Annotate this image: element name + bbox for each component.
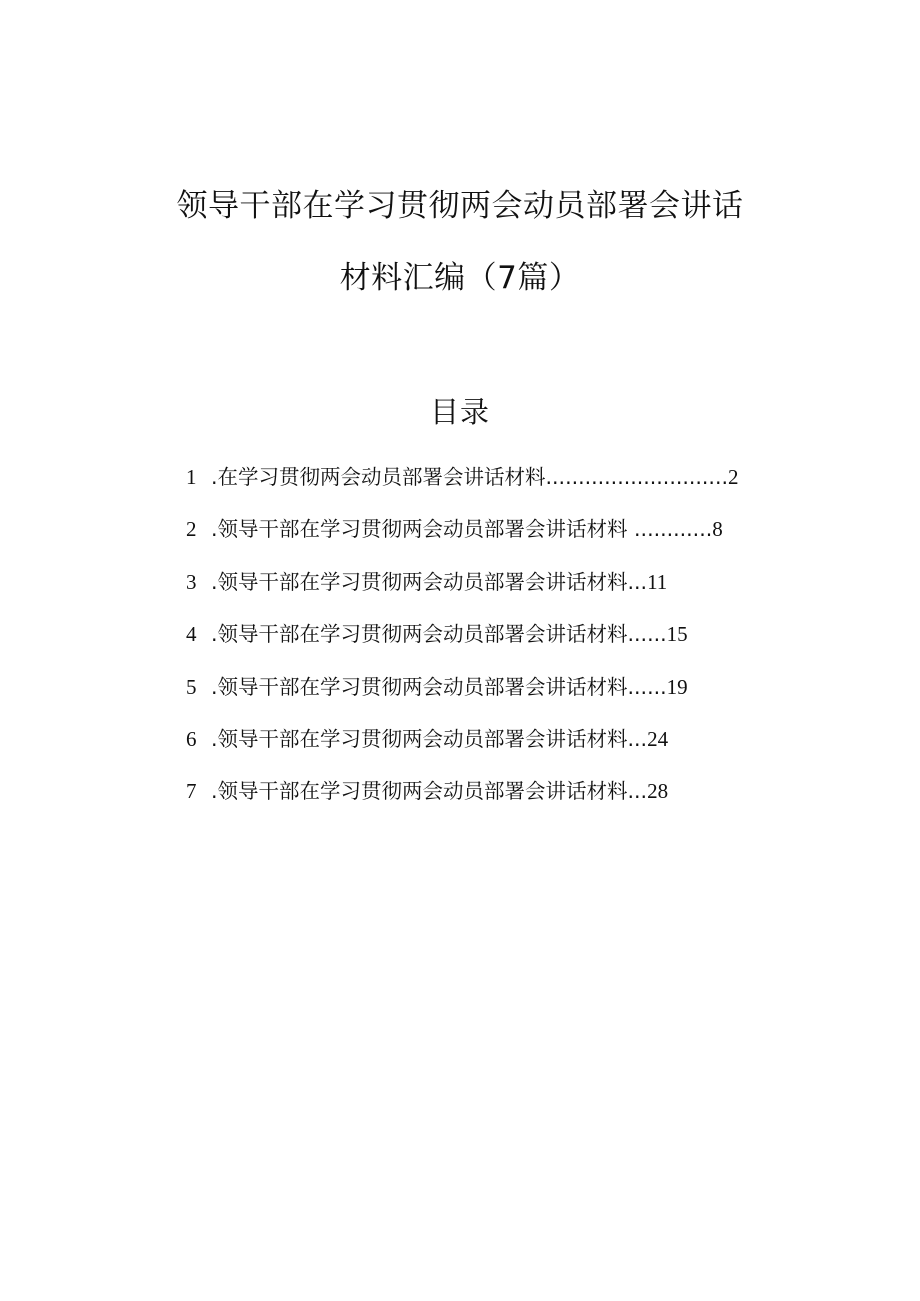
toc-item-number: 1 — [186, 465, 197, 489]
toc-item-page: 15 — [666, 622, 688, 647]
toc-item-leader: ...... — [627, 622, 667, 647]
toc-item-number: 2 — [186, 517, 197, 542]
toc-item[interactable] — [186, 462, 738, 514]
toc-item-label: .领导干部在学习贯彻两会动员部署会讲话材料 — [211, 726, 628, 751]
toc-item-label: .领导干部在学习贯彻两会动员部署会讲话材料 — [211, 779, 628, 804]
toc-item-page: 8 — [712, 517, 723, 542]
document-title-line-1: 领导干部在学习贯彻两会动员部署会讲话 — [176, 188, 744, 224]
toc-item-number: 6 — [186, 726, 197, 751]
toc-list — [186, 462, 738, 829]
toc-item-label: .在学习贯彻两会动员部署会讲话材料 — [211, 465, 546, 489]
toc-item[interactable] — [186, 776, 738, 828]
toc-item-page: 19 — [666, 674, 688, 699]
toc-item-number: 5 — [186, 674, 197, 699]
toc-item-leader: ............ — [627, 517, 713, 542]
toc-item[interactable] — [186, 514, 738, 566]
toc-item-leader: ... — [627, 726, 648, 751]
toc-item-leader: ... — [627, 779, 648, 804]
document-title-line-2: 材料汇编（7篇） — [339, 260, 581, 296]
toc-item-number: 3 — [186, 569, 197, 594]
toc-item-label: .领导干部在学习贯彻两会动员部署会讲话材料 — [211, 569, 628, 594]
toc-item-leader: ...... — [627, 674, 667, 699]
toc-item-page: 11 — [647, 569, 668, 594]
toc-item[interactable] — [186, 619, 738, 671]
toc-item-label: .领导干部在学习贯彻两会动员部署会讲话材料 — [211, 622, 628, 647]
toc-heading: 目录 — [429, 395, 490, 429]
toc-item[interactable] — [186, 672, 738, 724]
toc-item-label: .领导干部在学习贯彻两会动员部署会讲话材料 — [211, 674, 628, 699]
toc-item-page: 28 — [647, 779, 669, 804]
toc-item[interactable] — [186, 567, 738, 619]
toc-item-page: 2 — [727, 465, 739, 489]
toc-item-number: 4 — [186, 622, 197, 647]
toc-item-leader: ... — [627, 569, 648, 594]
toc-item-number: 7 — [186, 779, 197, 804]
toc-item-leader: ............................ — [545, 465, 728, 489]
toc-item-label: .领导干部在学习贯彻两会动员部署会讲话材料 — [211, 517, 628, 542]
toc-item-page: 24 — [647, 726, 669, 751]
toc-item[interactable] — [186, 724, 738, 776]
